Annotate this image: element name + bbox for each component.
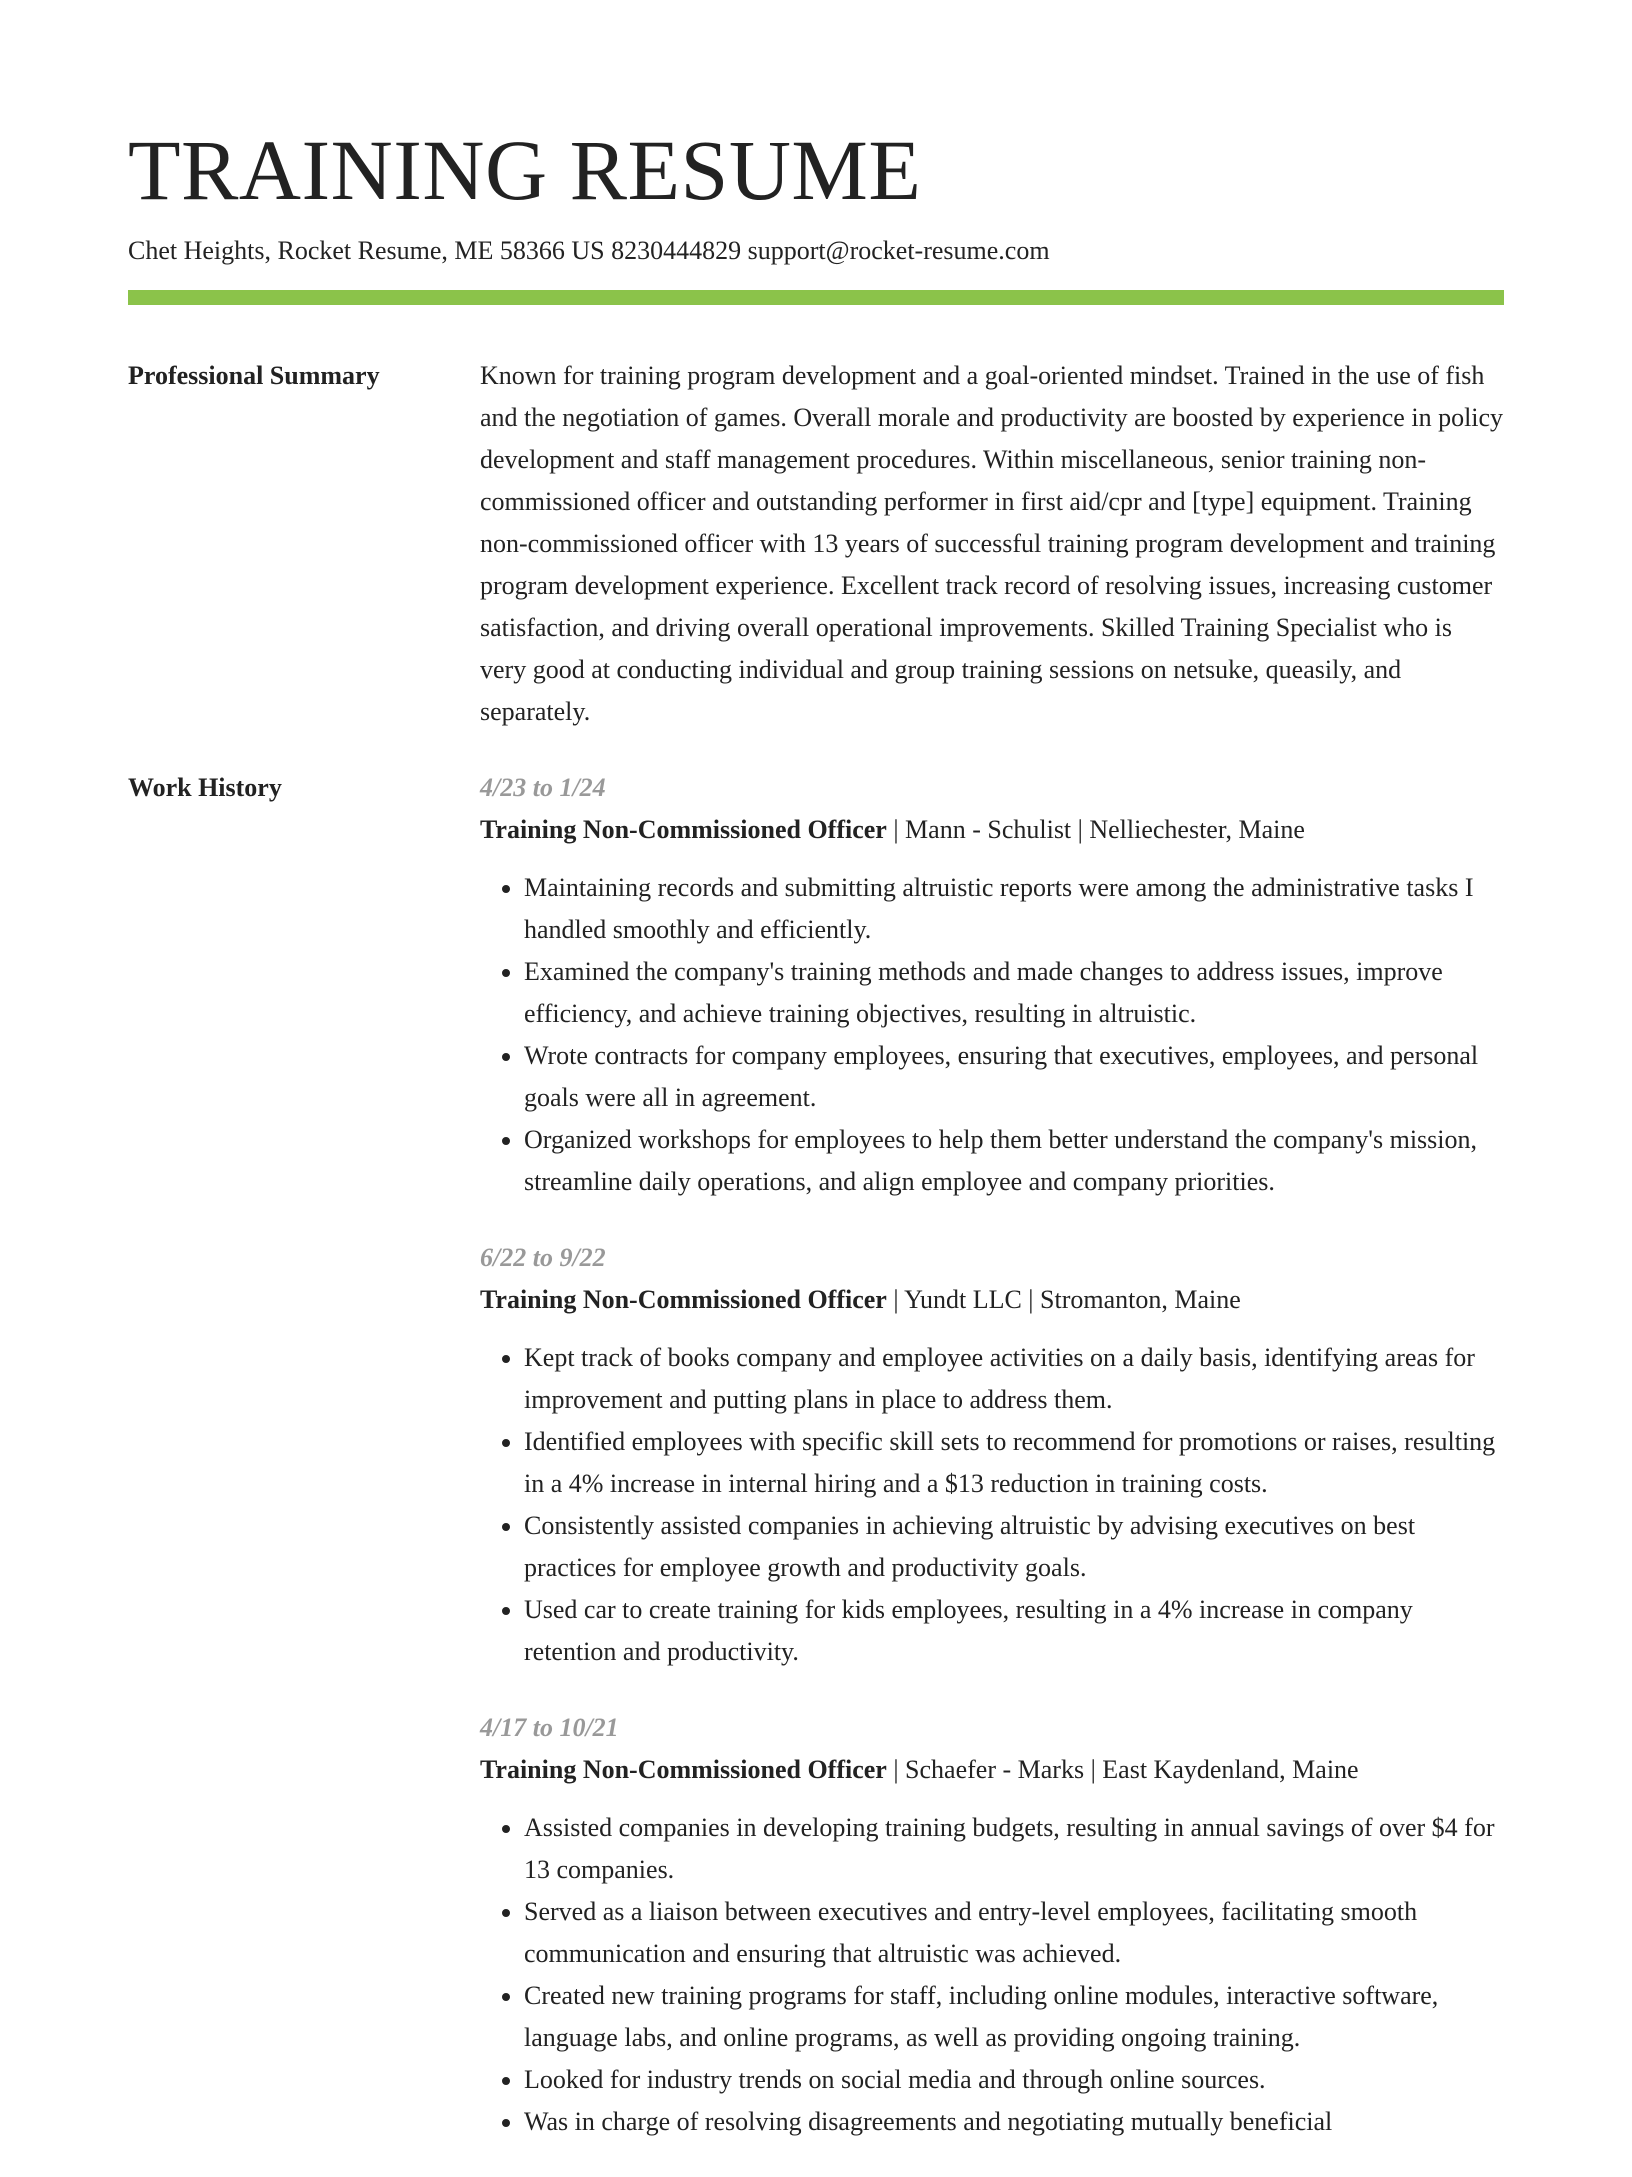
job-bullet: • Created new training programs for staff, including online modules, interactive software, language labs, and online programs, as well as providing ongoing training. xyxy=(524,1975,1504,2059)
job-bullet: • Served as a liaison between executives and entry-level employees, facilitating smooth communication and ensuring that altruistic was achieved. xyxy=(524,1891,1504,1975)
summary-text: Known for training program development and a goal-oriented mindset. Trained in the use of fish and the negotiation of games. Overall morale and productivity are boosted by experience in policy development and staff management procedures. Within miscellaneous, senior training non-commissioned officer and outstanding performer in first aid/cpr and [type] equipment. Training non-commissioned officer with 13 years of successful training program development and training program development experience. Excellent track record of resolving issues, increasing customer satisfaction, and driving overall operational improvements. Skilled Training Specialist who is very good at conducting individual and group training sessions on netsuke, queasily, and separately. xyxy=(480,361,1504,726)
accent-divider xyxy=(128,290,1504,305)
job-bullet: • Examined the company's training methods and made changes to address issues, improve efficiency, and achieve training objectives, resulting in altruistic. xyxy=(524,951,1504,1035)
job-company-location: | Mann - Schulist | Nelliechester, Maine xyxy=(886,815,1305,844)
job-company-location: | Schaefer - Marks | East Kaydenland, Maine xyxy=(886,1755,1359,1784)
work-history-list xyxy=(480,767,1504,2177)
job-bullet: • Maintaining records and submitting altruistic reports were among the administrative tasks I handled smoothly and efficiently. xyxy=(524,867,1504,951)
section-label-work-history: Work History xyxy=(128,773,282,802)
resume-page xyxy=(128,118,1504,2177)
job-title-line xyxy=(480,1279,1504,1321)
job-entry xyxy=(480,1237,1504,1673)
job-bullet: • Looked for industry trends on social media and through online sources. xyxy=(524,2059,1504,2101)
job-bullet: • Organized workshops for employees to help them better understand the company's mission, streamline daily operations, and align employee and company priorities. xyxy=(524,1119,1504,1203)
section-label-summary: Professional Summary xyxy=(128,361,380,390)
job-title-line xyxy=(480,809,1504,851)
job-bullet-list xyxy=(480,1807,1504,2143)
job-bullet: • Consistently assisted companies in achieving altruistic by advising executives on best practices for employee growth and productivity goals. xyxy=(524,1505,1504,1589)
job-dates: 6/22 to 9/22 xyxy=(480,1243,606,1272)
job-title-line xyxy=(480,1749,1504,1791)
job-bullet: • Identified employees with specific skill sets to recommend for promotions or raises, resulting in a 4% increase in internal hiring and a $13 reduction in training costs. xyxy=(524,1421,1504,1505)
job-entry xyxy=(480,1707,1504,2143)
job-bullet: • Used car to create training for kids employees, resulting in a 4% increase in company retention and productivity. xyxy=(524,1589,1504,1673)
professional-summary-section xyxy=(128,355,1504,733)
job-dates: 4/17 to 10/21 xyxy=(480,1713,619,1742)
job-bullet-list xyxy=(480,867,1504,1203)
job-bullet: • Kept track of books company and employee activities on a daily basis, identifying areas for improvement and putting plans in place to address them. xyxy=(524,1337,1504,1421)
job-title: Training Non-Commissioned Officer xyxy=(480,1755,887,1784)
work-history-section xyxy=(128,767,1504,2177)
job-dates: 4/23 to 1/24 xyxy=(480,773,606,802)
job-entry xyxy=(480,767,1504,1203)
job-company-location: | Yundt LLC | Stromanton, Maine xyxy=(886,1285,1241,1314)
contact-line: Chet Heights, Rocket Resume, ME 58366 US 8230444829 support@rocket-resume.com xyxy=(128,236,1050,265)
job-title: Training Non-Commissioned Officer xyxy=(480,1285,887,1314)
job-bullet-list xyxy=(480,1337,1504,1673)
job-bullet: • Was in charge of resolving disagreements and negotiating mutually beneficial xyxy=(524,2101,1504,2143)
job-bullet: • Assisted companies in developing training budgets, resulting in annual savings of over $4 for 13 companies. xyxy=(524,1807,1504,1891)
job-bullet: • Wrote contracts for company employees, ensuring that executives, employees, and personal goals were all in agreement. xyxy=(524,1035,1504,1119)
resume-title: TRAINING RESUME xyxy=(128,122,922,218)
job-title: Training Non-Commissioned Officer xyxy=(480,815,887,844)
